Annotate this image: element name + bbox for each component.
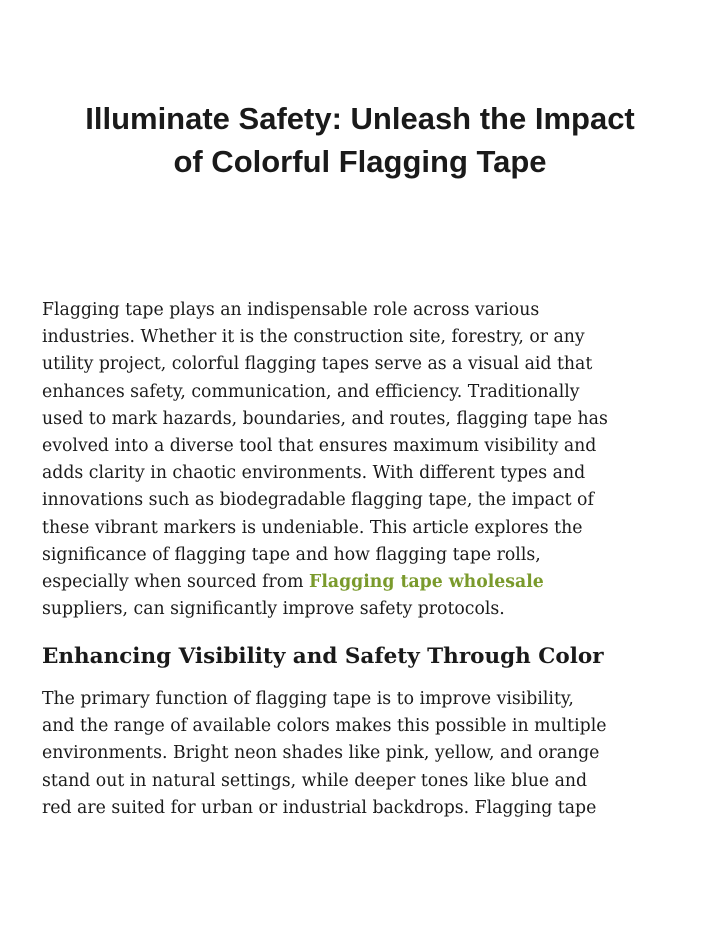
paragraph-line: adds clarity in chaotic environments. With different types and	[42, 463, 586, 484]
paragraph-line: innovations such as biodegradable flagging tape, the impact of	[42, 490, 594, 511]
section-paragraph	[42, 686, 682, 822]
paragraph-line: red are suited for urban or industrial backdrops. Flagging tape	[42, 797, 597, 818]
paragraph-line: suppliers, can significantly improve safety protocols.	[42, 599, 505, 620]
paragraph-line: environments. Bright neon shades like pink, yellow, and orange	[42, 743, 600, 764]
paragraph-line-with-link	[42, 569, 682, 596]
paragraph-line: utility project, colorful flagging tapes serve as a visual aid that	[42, 354, 593, 375]
section-heading: Enhancing Visibility and Safety Through Color	[42, 644, 604, 669]
paragraph-line: and the range of available colors makes this possible in multiple	[42, 716, 607, 737]
paragraph-line: evolved into a diverse tool that ensures maximum visibility and	[42, 436, 597, 457]
flagging-tape-wholesale-link[interactable]: Flagging tape wholesale	[309, 572, 544, 593]
paragraph-line: significance of flagging tape and how flagging tape rolls,	[42, 544, 541, 565]
paragraph-line: enhances safety, communication, and efficiency. Traditionally	[42, 381, 580, 402]
title-line-2: of Colorful Flagging Tape	[173, 144, 547, 179]
title-line-1: Illuminate Safety: Unleash the Impact	[85, 101, 635, 136]
paragraph-line: The primary function of flagging tape is to improve visibility,	[42, 689, 574, 709]
intro-paragraph	[42, 297, 682, 623]
paragraph-line: Flagging tape plays an indispensable role across various	[42, 300, 540, 320]
paragraph-line: used to mark hazards, boundaries, and routes, flagging tape has	[42, 408, 608, 429]
page-title	[40, 97, 680, 183]
link-prefix-text: especially when sourced from	[42, 572, 310, 593]
paragraph-line: these vibrant markers is undeniable. This article explores the	[42, 517, 583, 538]
paragraph-line: industries. Whether it is the construction site, forestry, or any	[42, 327, 585, 348]
paragraph-line: stand out in natural settings, while deeper tones like blue and	[42, 770, 588, 791]
